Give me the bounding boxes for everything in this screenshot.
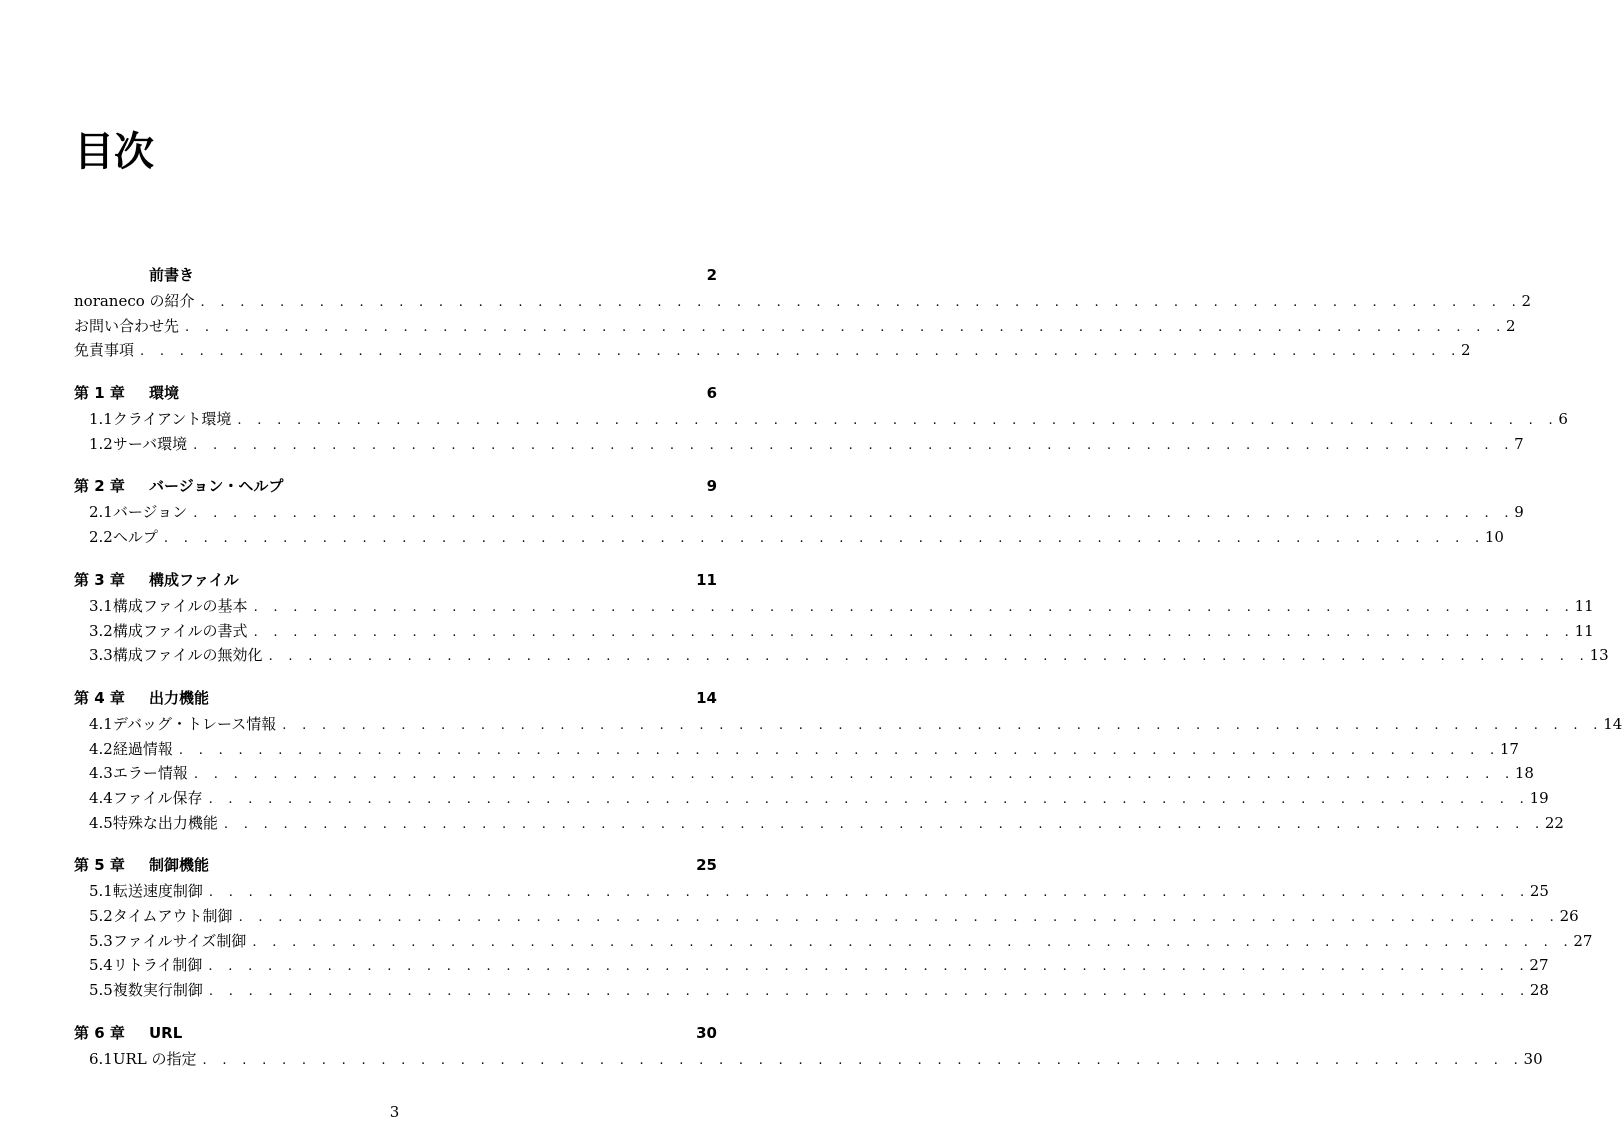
entry-number: 5.2 — [89, 907, 113, 925]
dot-leader: . . . . . . . . . . . . . . . . . . . . . . . . . . . . . . . . . . . . . . . . . . . . . . . . . . . . . . . . . . . . . . . . . . . — [253, 624, 1575, 640]
entry-number: 5.5 — [89, 981, 113, 1000]
toc-entry[interactable] — [74, 812, 1564, 837]
toc-section — [74, 569, 1609, 669]
dot-leader: . . . . . . . . . . . . . . . . . . . . . . . . . . . . . . . . . . . . . . . . . . . . . . . . . . . . . . . . . . . . . . . . . . . — [282, 717, 1604, 733]
chapter-title: 環境 — [149, 384, 180, 403]
entry-page: 2 — [1506, 316, 1516, 335]
entry-page: 14 — [1603, 714, 1622, 733]
dot-leader: . . . . . . . . . . . . . . . . . . . . . . . . . . . . . . . . . . . . . . . . . . . . . . . . . . . . . . . . . . . . . . . . . . . — [223, 816, 1545, 832]
entry-title: 複数実行制御 — [112, 981, 203, 1000]
entry-page: 17 — [1499, 739, 1519, 758]
chapter-page: 25 — [696, 856, 717, 875]
toc-entry[interactable] — [74, 433, 1524, 458]
dot-leader: . . . . . . . . . . . . . . . . . . . . . . . . . . . . . . . . . . . . . . . . . . . . . . . . . . . . . . . . . . . . . . . . . . . — [178, 742, 1500, 758]
entry-title: 転送速度制御 — [112, 882, 203, 901]
entry-page: 18 — [1514, 764, 1534, 783]
entry-page: 27 — [1529, 956, 1549, 975]
table-of-contents — [74, 264, 1622, 1072]
toc-chapter-row[interactable] — [74, 854, 717, 880]
dot-leader: . . . . . . . . . . . . . . . . . . . . . . . . . . . . . . . . . . . . . . . . . . . . . . . . . . . . . . . . . . . . . . . . . . . — [193, 437, 1515, 453]
toc-entry[interactable] — [74, 408, 1568, 433]
entry-title: お問い合わせ先 — [74, 316, 180, 335]
entry-page: 25 — [1529, 882, 1549, 901]
entry-title: 構成ファイルの書式 — [112, 621, 248, 640]
toc-section — [74, 854, 1593, 1003]
entry-number: 5.1 — [89, 882, 113, 901]
chapter-number: 第 6 章 — [74, 1023, 125, 1042]
entry-title: ヘルプ — [112, 528, 158, 547]
entry-page: 27 — [1573, 931, 1593, 950]
toc-entry[interactable] — [74, 930, 1593, 955]
toc-entry[interactable] — [74, 501, 1524, 526]
chapter-title: 出力機能 — [149, 688, 210, 707]
entry-title: 構成ファイルの無効化 — [112, 646, 263, 665]
entry-page: 30 — [1523, 1049, 1543, 1068]
dot-leader: . . . . . . . . . . . . . . . . . . . . . . . . . . . . . . . . . . . . . . . . . . . . . . . . . . . . . . . . . . . . . . . . . . . — [193, 767, 1515, 783]
toc-entry[interactable] — [74, 339, 1471, 364]
entry-page: 13 — [1589, 646, 1609, 665]
toc-chapter-row[interactable] — [74, 687, 717, 713]
entry-number: 2.1 — [89, 503, 113, 522]
toc-entry[interactable] — [74, 620, 1594, 645]
entry-number: 4.4 — [89, 788, 113, 807]
toc-section — [74, 475, 1524, 550]
entry-title: タイムアウト制御 — [112, 907, 233, 925]
entry-title: サーバ環境 — [112, 434, 188, 453]
chapter-page: 30 — [696, 1023, 717, 1042]
toc-entry[interactable] — [74, 738, 1519, 763]
dot-leader: . . . . . . . . . . . . . . . . . . . . . . . . . . . . . . . . . . . . . . . . . . . . . . . . . . . . . . . . . . . . . . . . . . . — [200, 295, 1522, 310]
entry-number: 3.2 — [89, 621, 113, 640]
toc-section — [74, 382, 1568, 457]
entry-number: 1.2 — [89, 434, 113, 453]
toc-entry[interactable] — [74, 315, 1516, 340]
entry-page: 28 — [1529, 981, 1549, 1000]
entry-number: 3.1 — [89, 596, 113, 615]
chapter-page: 2 — [706, 266, 717, 284]
toc-chapter-row[interactable] — [74, 264, 717, 290]
entry-title: 免責事項 — [74, 341, 135, 360]
chapter-number: 第 5 章 — [74, 856, 125, 875]
entry-page: 9 — [1514, 503, 1524, 522]
dot-leader: . . . . . . . . . . . . . . . . . . . . . . . . . . . . . . . . . . . . . . . . . . . . . . . . . . . . . . . . . . . . . . . . . . . — [193, 506, 1515, 522]
toc-entry[interactable] — [74, 954, 1549, 979]
page-number: 3 — [389, 1103, 400, 1121]
entry-number: 4.5 — [89, 813, 113, 832]
entry-title: バージョン — [112, 503, 188, 522]
entry-page: 19 — [1529, 788, 1549, 807]
entry-title: リトライ制御 — [112, 956, 203, 975]
dot-leader: . . . . . . . . . . . . . . . . . . . . . . . . . . . . . . . . . . . . . . . . . . . . . . . . . . . . . . . . . . . . . . . . . . . — [208, 984, 1530, 1000]
chapter-page: 9 — [706, 477, 717, 496]
entry-number: 5.3 — [89, 931, 113, 950]
dot-leader: . . . . . . . . . . . . . . . . . . . . . . . . . . . . . . . . . . . . . . . . . . . . . . . . . . . . . . . . . . . . . . . . . . . — [163, 531, 1485, 547]
entry-number: 1.1 — [89, 410, 113, 429]
toc-chapter-row[interactable] — [74, 475, 717, 501]
dot-leader: . . . . . . . . . . . . . . . . . . . . . . . . . . . . . . . . . . . . . . . . . . . . . . . . . . . . . . . . . . . . . . . . . . . — [253, 599, 1575, 615]
toc-entry[interactable] — [74, 880, 1549, 905]
chapter-title: バージョン・ヘルプ — [149, 477, 284, 496]
chapter-page: 6 — [706, 384, 717, 403]
dot-leader: . . . . . . . . . . . . . . . . . . . . . . . . . . . . . . . . . . . . . . . . . . . . . . . . . . . . . . . . . . . . . . . . . . . — [268, 649, 1590, 665]
entry-page: 26 — [1559, 907, 1579, 925]
toc-entry[interactable] — [74, 595, 1594, 620]
chapter-page: 11 — [696, 570, 717, 589]
entry-title: 構成ファイルの基本 — [112, 596, 248, 615]
entry-title: 特殊な出力機能 — [112, 813, 218, 832]
entry-title: noraneco の紹介 — [74, 292, 195, 310]
toc-section — [74, 264, 1532, 364]
entry-title: クライアント環境 — [112, 410, 232, 429]
entry-page: 2 — [1461, 341, 1471, 360]
entry-page: 22 — [1544, 813, 1564, 832]
chapter-page: 14 — [696, 688, 717, 707]
toc-chapter-row[interactable] — [74, 569, 717, 595]
entry-number: 4.1 — [89, 714, 113, 733]
entry-number: 4.3 — [89, 764, 113, 783]
entry-number: 2.2 — [89, 528, 113, 547]
entry-title: URL の指定 — [112, 1049, 197, 1068]
toc-entry[interactable] — [74, 713, 1622, 738]
toc-section — [74, 687, 1622, 836]
dot-leader: . . . . . . . . . . . . . . . . . . . . . . . . . . . . . . . . . . . . . . . . . . . . . . . . . . . . . . . . . . . . . . . . . . . — [208, 885, 1530, 901]
dot-leader: . . . . . . . . . . . . . . . . . . . . . . . . . . . . . . . . . . . . . . . . . . . . . . . . . . . . . . . . . . . . . . . . . . . — [238, 910, 1560, 925]
toc-chapter-row[interactable] — [74, 382, 717, 408]
entry-page: 11 — [1574, 621, 1594, 640]
dot-leader: . . . . . . . . . . . . . . . . . . . . . . . . . . . . . . . . . . . . . . . . . . . . . . . . . . . . . . . . . . . . . . . . . . . — [208, 959, 1530, 975]
toc-entry[interactable] — [74, 290, 1532, 315]
entry-page: 6 — [1558, 410, 1568, 429]
entry-title: ファイルサイズ制御 — [112, 931, 247, 950]
entry-number: 5.4 — [89, 956, 113, 975]
entry-number: 3.3 — [89, 646, 113, 665]
entry-title: デバッグ・トレース情報 — [112, 714, 277, 733]
chapter-title: URL — [149, 1023, 183, 1042]
dot-leader: . . . . . . . . . . . . . . . . . . . . . . . . . . . . . . . . . . . . . . . . . . . . . . . . . . . . . . . . . . . . . . . . . . . — [202, 1052, 1524, 1068]
toc-entry[interactable] — [74, 979, 1549, 1004]
entry-title: エラー情報 — [112, 764, 188, 783]
entry-title: 経過情報 — [112, 739, 173, 758]
chapter-number: 第 2 章 — [74, 477, 125, 496]
toc-entry[interactable] — [74, 762, 1534, 787]
chapter-number: 第 4 章 — [74, 688, 125, 707]
toc-entry[interactable] — [74, 526, 1504, 551]
toc-entry[interactable] — [74, 787, 1549, 812]
toc-section — [74, 1022, 1543, 1073]
toc-chapter-row[interactable] — [74, 1022, 717, 1048]
entry-number: 6.1 — [89, 1049, 113, 1068]
dot-leader: . . . . . . . . . . . . . . . . . . . . . . . . . . . . . . . . . . . . . . . . . . . . . . . . . . . . . . . . . . . . . . . . . . . — [208, 791, 1530, 807]
toc-entry[interactable] — [74, 1048, 1543, 1073]
dot-leader: . . . . . . . . . . . . . . . . . . . . . . . . . . . . . . . . . . . . . . . . . . . . . . . . . . . . . . . . . . . . . . . . . . . — [237, 413, 1559, 429]
toc-entry[interactable] — [74, 905, 1579, 930]
toc-entry[interactable] — [74, 644, 1609, 669]
chapter-title: 構成ファイル — [149, 570, 239, 589]
chapter-title: 制御機能 — [149, 856, 210, 875]
entry-title: ファイル保存 — [112, 788, 203, 807]
dot-leader: . . . . . . . . . . . . . . . . . . . . . . . . . . . . . . . . . . . . . . . . . . . . . . . . . . . . . . . . . . . . . . . . . . . — [185, 319, 1507, 335]
dot-leader: . . . . . . . . . . . . . . . . . . . . . . . . . . . . . . . . . . . . . . . . . . . . . . . . . . . . . . . . . . . . . . . . . . . — [252, 934, 1574, 950]
chapter-number: 第 3 章 — [74, 570, 125, 589]
page-title: 目次 — [74, 129, 154, 175]
entry-number: 4.2 — [89, 739, 113, 758]
dot-leader: . . . . . . . . . . . . . . . . . . . . . . . . . . . . . . . . . . . . . . . . . . . . . . . . . . . . . . . . . . . . . . . . . . . — [140, 344, 1462, 360]
chapter-number: 第 1 章 — [74, 384, 125, 403]
entry-page: 11 — [1574, 596, 1594, 615]
entry-page: 10 — [1484, 528, 1504, 547]
entry-page: 2 — [1521, 292, 1532, 310]
entry-page: 7 — [1514, 434, 1524, 453]
chapter-title: 前書き — [149, 266, 195, 284]
